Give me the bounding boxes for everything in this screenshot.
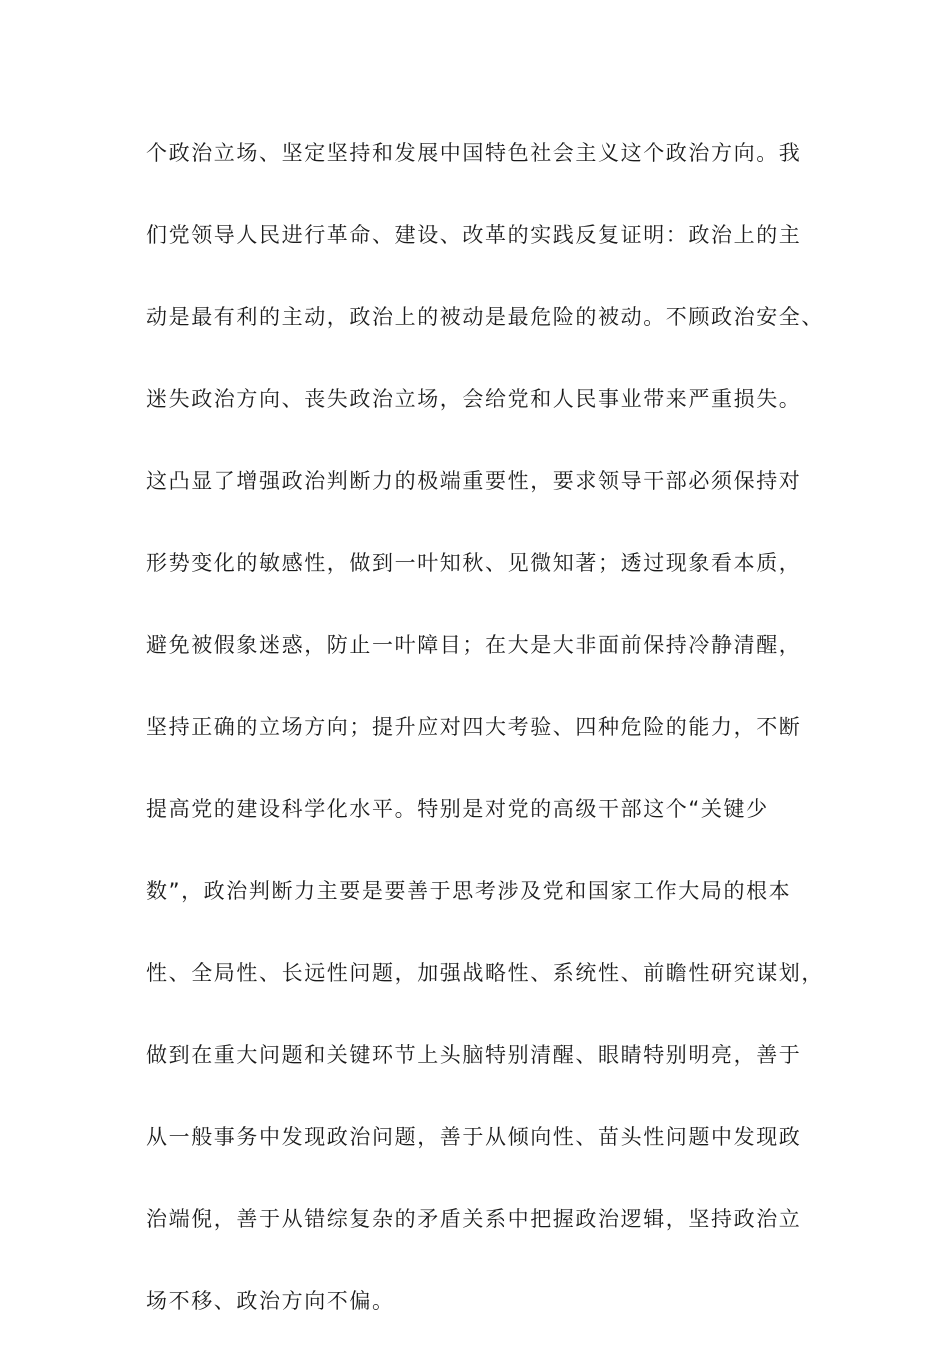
text-line: 提高党的建设科学化水平。特别是对党的高级干部这个“关键少 — [146, 797, 769, 821]
text-line: 这凸显了增强政治判断力的极端重要性，要求领导干部必须保持对 — [146, 469, 802, 493]
text-line: 性、全局性、长远性问题，加强战略性、系统性、前瞻性研究谋划， — [146, 961, 824, 985]
text-line: 个政治立场、坚定坚持和发展中国特色社会主义这个政治方向。我 — [146, 141, 802, 165]
text-line: 们党领导人民进行革命、建设、改革的实践反复证明：政治上的主 — [146, 223, 802, 247]
text-line: 迷失政治方向、丧失政治立场，会给党和人民事业带来严重损失。 — [146, 387, 802, 411]
text-line: 从一般事务中发现政治问题，善于从倾向性、苗头性问题中发现政 — [146, 1125, 802, 1149]
text-line: 场不移、政治方向不偏。 — [146, 1289, 395, 1313]
text-line: 形势变化的敏感性，做到一叶知秋、见微知著；透过现象看本质， — [146, 551, 802, 575]
body-text — [146, 131, 824, 1361]
text-line: 做到在重大问题和关键环节上头脑特别清醒、眼睛特别明亮，善于 — [146, 1043, 802, 1067]
text-line: 治端倪，善于从错综复杂的矛盾关系中把握政治逻辑，坚持政治立 — [146, 1207, 802, 1231]
text-line: 动是最有利的主动，政治上的被动是最危险的被动。不顾政治安全、 — [146, 305, 824, 329]
text-line: 数”，政治判断力主要是要善于思考涉及党和国家工作大局的根本 — [146, 879, 792, 903]
text-line: 避免被假象迷惑，防止一叶障目；在大是大非面前保持冷静清醒， — [146, 633, 802, 657]
text-line: 坚持正确的立场方向；提升应对四大考验、四种危险的能力，不断 — [146, 715, 802, 739]
